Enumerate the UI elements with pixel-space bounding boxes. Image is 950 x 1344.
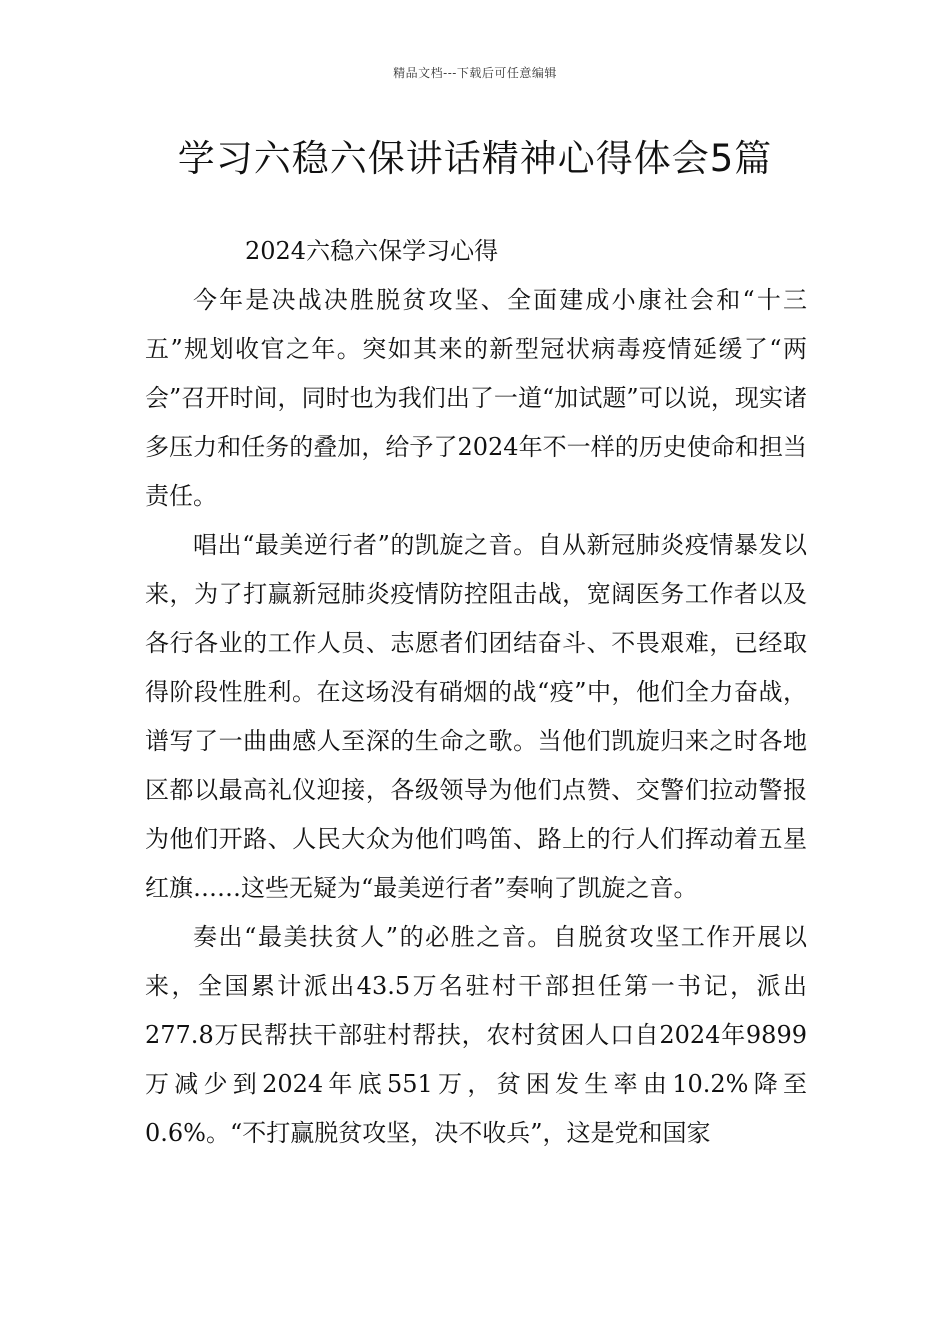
paragraph-2: 唱出“最美逆行者”的凯旋之音。自从新冠肺炎疫情暴发以来，为了打赢新冠肺炎疫情防控阻击战，宽阔医务工作者以及各行各业的工作人员、志愿者们团结奋斗、不畏艰难，已经取得阶段性胜利。在这场没有硝烟的战“疫”中，他们全力奋战，谱写了一曲曲感人至深的生命之歌。当他们凯旋归来之时各地区都以最高礼仪迎接，各级领导为他们点赞、交警们拉动警报为他们开路、人民大众为他们鸣笛、路上的行人们挥动着五星红旗……这些无疑为“最美逆行者”奏响了凯旋之音。 <box>145 531 807 902</box>
paragraph-3: 奏出“最美扶贫人”的必胜之音。自脱贫攻坚工作开展以来，全国累计派出43.5万名驻村干部担任第一书记，派出277.8万民帮扶干部驻村帮扶，农村贫困人口自2024年9899万减少到2024年底551万，贫困发生率由10.2%降至0.6%。“不打赢脱贫攻坚，决不收兵”，这是党和国家 <box>145 923 807 1147</box>
paragraph-1: 今年是决战决胜脱贫攻坚、全面建成小康社会和“十三五”规划收官之年。突如其来的新型冠状病毒疫情延缓了“两会”召开时间，同时也为我们出了一道“加试题”可以说，现实诸多压力和任务的叠加，给予了2024年不一样的历史使命和担当责任。 <box>145 286 807 510</box>
document-body <box>145 227 807 1158</box>
header-note: 精品文档---下载后可任意编辑 <box>393 66 557 80</box>
document-title: 学习六稳六保讲话精神心得体会5篇 <box>177 137 773 180</box>
document-subtitle: 2024六稳六保学习心得 <box>245 237 499 265</box>
